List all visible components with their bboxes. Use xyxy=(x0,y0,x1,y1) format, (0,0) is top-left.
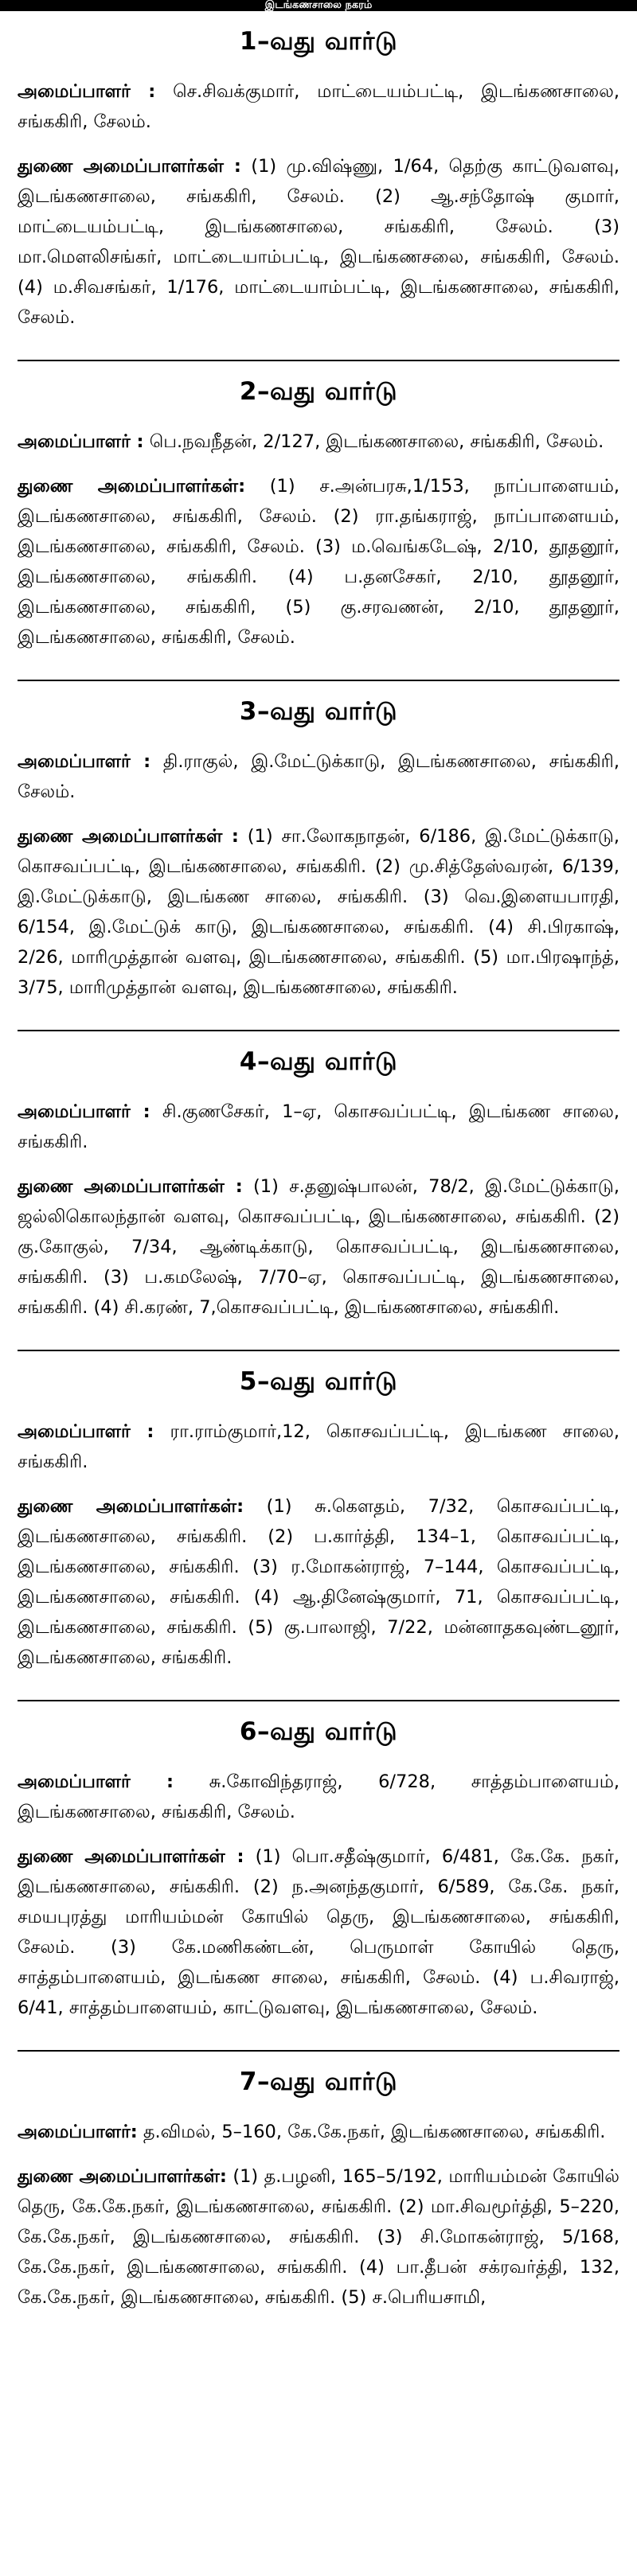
ward-heading: 6–வது வார்டு xyxy=(239,1717,398,1746)
deputy-organizers-label: துணை அமைப்பாளர்கள் : xyxy=(18,1176,243,1197)
deputy-organizers-label: துணை அமைப்பாளர்கள் : xyxy=(18,156,241,177)
organizer-details: சி.குணசேகர், 1–ஏ, கொசவப்பட்டி, இடங்கண சாலை, சங்ககிரி. xyxy=(18,1101,619,1152)
deputy-organizers-details: (1) ச.அன்பரசு,1/153, நாப்பாளையம், இடங்கணசாலை, சங்ககிரி, சேலம். (2) ரா.தங்கராஜ், நாப்பாளையம், இடங்கணசாலை, சங்ககிரி, சேலம். (3) ம.வெங்கடேஷ், 2/10, தூதனூர், இடங்கணசாலை, சங்ககிரி. (4) ப.தனசேகர், 2/10, தூதனூர், இடங்கணசாலை, சங்ககிரி, (5) கு.சரவணன், 2/10, தூதனூர், இடங்கணசாலை, சங்ககிரி, சேலம். xyxy=(18,476,620,648)
ward-heading: 2–வது வார்டு xyxy=(239,377,398,406)
deputy-organizers-details: (1) சு.கௌதம், 7/32, கொசவப்பட்டி, இடங்கணசாலை, சங்ககிரி. (2) ப.கார்த்தி, 134–1, கொசவப்பட்டி, இடங்கணசாலை, சங்ககிரி. (3) ர.மோகன்ராஜ், 7–144, கொசவப்பட்டி, இடங்கணசாலை, சங்ககிரி. (4) ஆ.தினேஷ்குமார், 71, கொசவப்பட்டி, இடங்கணசாலை, சங்ககிரி. (5) கு.பாலாஜி, 7/22, மன்னாதகவுண்டனூர், இடங்கணசாலை, சங்ககிரி. xyxy=(18,1496,619,1668)
ward-heading: 4–வது வார்டு xyxy=(239,1047,398,1076)
deputy-organizers-label: துணை அமைப்பாளர்கள் : xyxy=(18,826,239,847)
organizer-label: அமைப்பாளர் : xyxy=(18,751,151,772)
organizer-paragraph xyxy=(18,76,619,137)
deputy-organizers-details: (1) த.பழனி, 165–5/192, மாரியம்மன் கோயில் தெரு, கே.கே.நகர், இடங்கணசாலை, சங்ககிரி. (2) மா.சிவமூர்த்தி, 5–220, கே.கே.நகர், இடங்கணசாலை, சங்ககிரி. (3) சி.மோகன்ராஜ், 5/168, கே.கே.நகர், இடங்கணசாலை, சங்ககிரி. (4) பா.தீபன் சக்ரவர்த்தி, 132, கே.கே.நகர், இடங்கணசாலை, சங்ககிரி. (5) ச.பெரியசாமி, xyxy=(18,2166,619,2308)
organizer-paragraph xyxy=(18,1417,619,1477)
ward-section-6 xyxy=(18,1717,619,2052)
ward-section-4 xyxy=(18,1047,619,1351)
deputy-organizers-paragraph xyxy=(18,471,619,653)
ward-section-2 xyxy=(18,377,619,681)
ward-heading: 3–வது வார்டு xyxy=(239,697,398,726)
organizer-label: அமைப்பாளர் : xyxy=(18,431,144,452)
organizer-details: த.விமல், 5–160, கே.கே.நகர், இடங்கணசாலை, சங்ககிரி. xyxy=(137,2122,606,2142)
deputy-organizers-details: (1) மு.விஷ்ணு, 1/64, தெற்கு காட்டுவளவு, இடங்கணசாலை, சங்ககிரி, சேலம். (2) ஆ.சந்தோஷ் குமார், மாட்டையம்பட்டி, இடங்கணசாலை, சங்ககிரி, சேலம். (3) மா.மௌலிசங்கர், மாட்டையாம்பட்டி, இடங்கணசலை, சங்ககிரி, சேலம். (4) ம.சிவசங்கர், 1/176, மாட்டையாம்பட்டி, இடங்கணசாலை, சங்ககிரி, சேலம். xyxy=(18,156,619,328)
organizer-paragraph xyxy=(18,746,619,807)
ward-section-5 xyxy=(18,1367,619,1701)
deputy-organizers-label: துணை அமைப்பாளர்கள் : xyxy=(18,1846,244,1867)
deputy-organizers-details: (1) பொ.சதீஷ்குமார், 6/481, கே.கே. நகர், இடங்கணசாலை, சங்ககிரி. (2) ந.அனந்தகுமார், 6/589, கே.கே. நகர், சமயபுரத்து மாரியம்மன் கோயில் தெரு, இடங்கணசாலை, சங்ககிரி, சேலம். (3) கே.மணிகண்டன், பெருமாள் கோயில் தெரு, சாத்தம்பாளையம், இடங்கண சாலை, சங்ககிரி, சேலம். (4) ப.சிவராஜ், 6/41, சாத்தம்பாளையம், காட்டுவளவு, இடங்கணசாலை, சேலம். xyxy=(18,1846,619,2018)
organizer-details: பெ.நவநீதன், 2/127, இடங்கணசாலை, சங்ககிரி, சேலம். xyxy=(143,431,604,452)
ward-section-3 xyxy=(18,697,619,1031)
organizer-details: தி.ராகுல், இ.மேட்டுக்காடு, இடங்கணசாலை, சங்ககிரி, சேலம். xyxy=(18,751,619,802)
organizer-label: அமைப்பாளர் : xyxy=(18,1421,154,1442)
deputy-organizers-paragraph xyxy=(18,2161,619,2313)
organizer-label: அமைப்பாளர் : xyxy=(18,81,156,102)
deputy-organizers-paragraph xyxy=(18,1171,619,1323)
organizer-paragraph xyxy=(18,2117,619,2147)
organizer-details: செ.சிவக்குமார், மாட்டையம்பட்டி, இடங்கணசாலை, சங்ககிரி, சேலம். xyxy=(18,81,619,132)
deputy-organizers-label: துணை அமைப்பாளர்கள்: xyxy=(18,476,246,497)
deputy-organizers-details: (1) சா.லோகநாதன், 6/186, இ.மேட்டுக்காடு, கொசவப்பட்டி, இடங்கணசாலை, சங்ககிரி. (2) மு.சித்தேஸ்வரன், 6/139, இ.மேட்டுக்காடு, இடங்கண சாலை, சங்ககிரி. (3) வெ.இளையபாரதி, 6/154, இ.மேட்டுக் காடு, இடங்கணசாலை, சங்ககிரி. (4) சி.பிரகாஷ், 2/26, மாரிமுத்தான் வளவு, இடங்கணசாலை, சங்ககிரி. (5) மா.பிரஷாந்த், 3/75, மாரிமுத்தான் வளவு, இடங்கணசாலை, சங்ககிரி. xyxy=(18,826,619,998)
organizer-label: அமைப்பாளர் : xyxy=(18,1771,174,1792)
organizer-label: அமைப்பாளர் : xyxy=(18,1101,150,1122)
ward-section-7 xyxy=(18,2067,619,2340)
deputy-organizers-paragraph xyxy=(18,1841,619,2023)
organizer-paragraph xyxy=(18,1767,619,1827)
page-header-title: இடங்கணசாலை நகரம் xyxy=(264,0,373,11)
ward-heading: 7–வது வார்டு xyxy=(239,2067,398,2096)
deputy-organizers-details: (1) ச.தனுஷ்பாலன், 78/2, இ.மேட்டுக்காடு, ஜல்லிகொலந்தான் வளவு, கொசவப்பட்டி, இடங்கணசாலை, சங்ககிரி. (2) கு.கோகுல், 7/34, ஆண்டிக்காடு, கொசவப்பட்டி, இடங்கணசாலை, சங்ககிரி. (3) ப.கமலேஷ், 7/70–ஏ, கொசவப்பட்டி, இடங்கணசாலை, சங்ககிரி. (4) சி.கரண், 7,கொசவப்பட்டி, இடங்கணசாலை, சங்ககிரி. xyxy=(18,1176,619,1318)
deputy-organizers-paragraph xyxy=(18,821,619,1003)
page-header-banner xyxy=(0,0,637,11)
deputy-organizers-label: துணை அமைப்பாளர்கள்: xyxy=(18,2166,227,2187)
organizer-details: சு.கோவிந்தராஜ், 6/728, சாத்தம்பாளையம், இடங்கணசாலை, சங்ககிரி, சேலம். xyxy=(18,1771,619,1822)
deputy-organizers-paragraph xyxy=(18,1491,619,1673)
ward-heading: 5–வது வார்டு xyxy=(239,1367,398,1396)
deputy-organizers-label: துணை அமைப்பாளர்கள்: xyxy=(18,1496,244,1517)
ward-heading: 1–வது வார்டு xyxy=(239,27,398,56)
organizer-details: ரா.ராம்குமார்,12, கொசவப்பட்டி, இடங்கண சாலை, சங்ககிரி. xyxy=(18,1421,619,1472)
deputy-organizers-paragraph xyxy=(18,151,619,333)
organizer-paragraph xyxy=(18,427,619,457)
organizer-paragraph xyxy=(18,1097,619,1157)
ward-section-1 xyxy=(18,27,619,361)
organizer-label: அமைப்பாளர்: xyxy=(18,2122,138,2142)
